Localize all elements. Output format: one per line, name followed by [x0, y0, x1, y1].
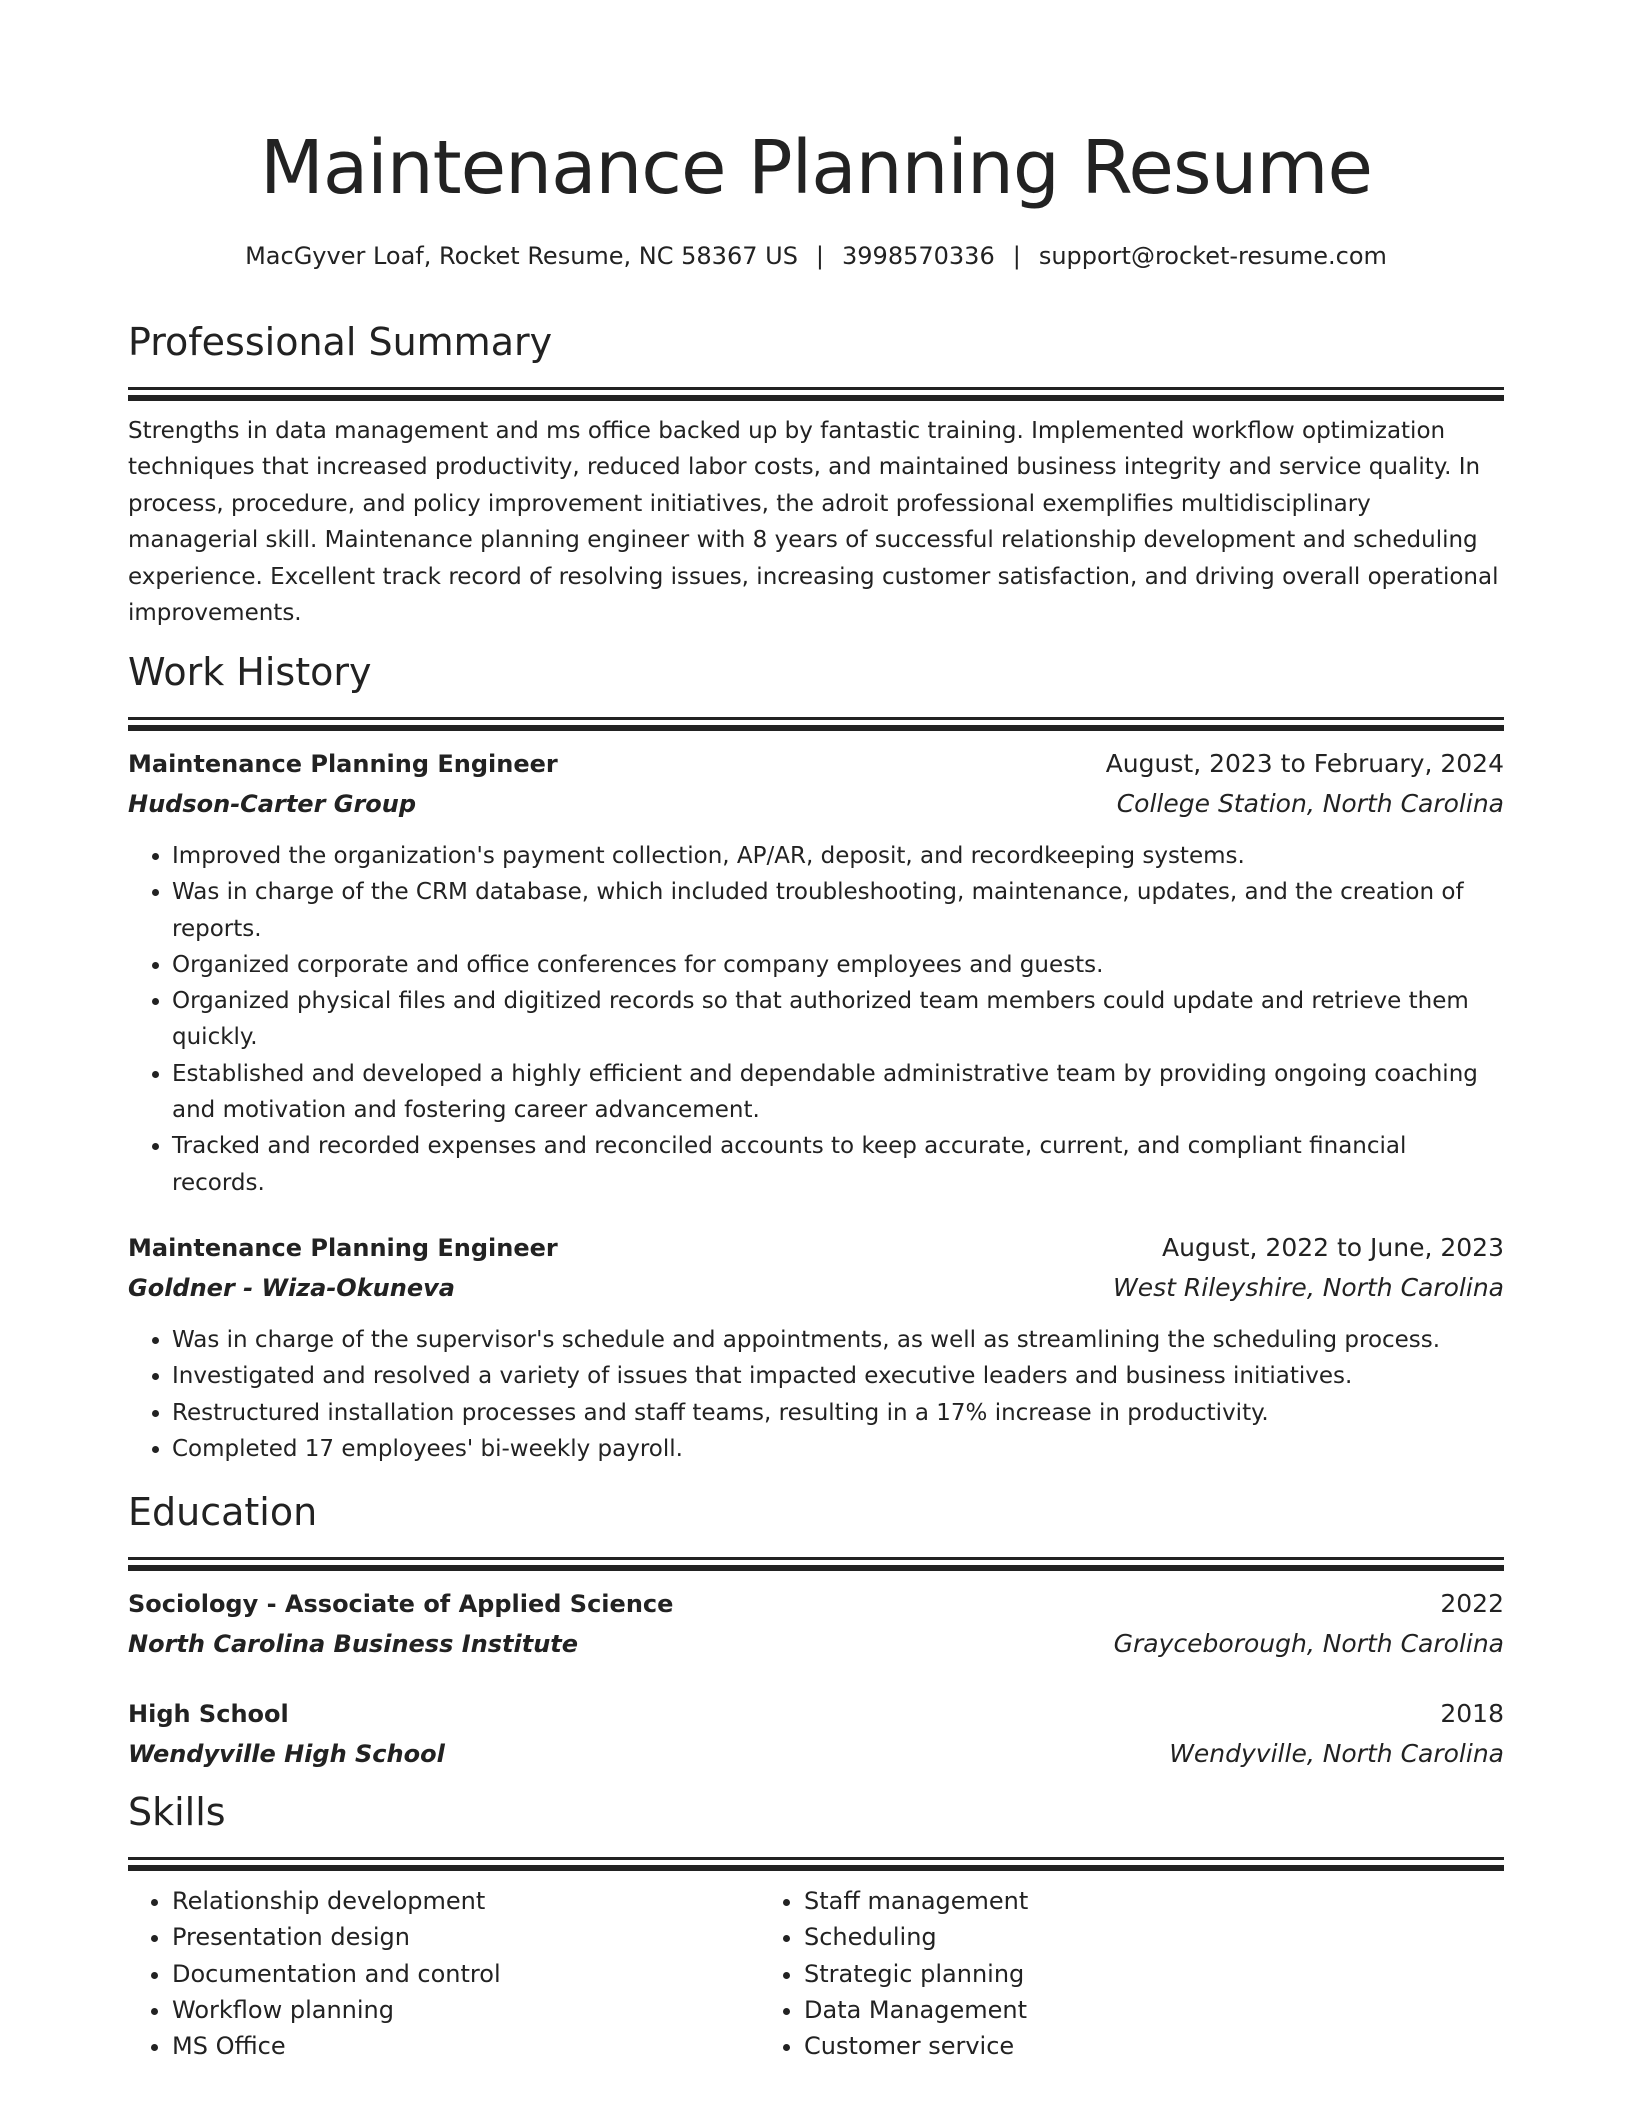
- skills-list-left: [128, 1883, 760, 2064]
- education-school: Wendyville High School: [128, 1740, 445, 1768]
- education-degree: Sociology - Associate of Applied Science: [128, 1590, 674, 1618]
- job-company-row: [128, 784, 1504, 824]
- work-history-section: [128, 646, 1504, 1467]
- skill-item: • Data Management: [804, 1992, 1392, 2028]
- job-bullet: • Organized physical files and digitized records so that authorized team members could update and retrieve them quickly.: [172, 983, 1504, 1056]
- section-heading-education: Education: [128, 1490, 318, 1534]
- section-heading-summary: Professional Summary: [128, 320, 553, 364]
- contact-line: [128, 238, 1504, 274]
- job-bullets: [128, 838, 1504, 1201]
- section-divider: [128, 1857, 1504, 1871]
- job-dates: August, 2022 to June, 2023: [1162, 1232, 1504, 1262]
- contact-email: support@rocket-resume.com: [1038, 242, 1387, 270]
- job-title: Maintenance Planning Engineer: [128, 1233, 558, 1262]
- job-bullet: • Was in charge of the supervisor's schedule and appointments, as well as streamlining the scheduling process.: [172, 1322, 1504, 1358]
- education-year: 2022: [1440, 1589, 1504, 1618]
- job-bullet: • Established and developed a highly efficient and dependable administrative team by providing ongoing coaching and motivation and fostering career advancement.: [172, 1056, 1504, 1129]
- education-header-row: [128, 1694, 1504, 1734]
- skill-item: • Customer service: [804, 2028, 1392, 2064]
- job-bullets: [128, 1322, 1504, 1467]
- skill-item: • Strategic planning: [804, 1956, 1392, 1992]
- section-heading-skills: Skills: [128, 1790, 226, 1834]
- skill-item: • Scheduling: [804, 1919, 1392, 1955]
- summary-text: Strengths in data management and ms office backed up by fantastic training. Implemented workflow optimization techniques that increased productivity, reduced labor costs, and maintained business integrity and service quality. In process, procedure, and policy improvement initiatives, the adroit professional exemplifies multidisciplinary managerial skill. Maintenance planning engineer with 8 years of successful relationship development and scheduling experience. Excellent track record of resolving issues, increasing customer satisfaction, and driving overall operational improvements.: [128, 418, 1499, 627]
- job-header-row: [128, 744, 1504, 784]
- job-header-row: [128, 1228, 1504, 1268]
- education-header-row: [128, 1584, 1504, 1624]
- section-divider: [128, 387, 1504, 401]
- job-company: Goldner - Wiza-Okuneva: [128, 1273, 455, 1302]
- section-divider: [128, 717, 1504, 731]
- job-location: West Rileyshire, North Carolina: [1113, 1272, 1504, 1302]
- contact-address: MacGyver Loaf, Rocket Resume, NC 58367 US: [245, 242, 798, 270]
- skills-section: [128, 1786, 1504, 2064]
- skills-columns: [128, 1883, 1504, 2064]
- job-bullet: • Improved the organization's payment collection, AP/AR, deposit, and recordkeeping systems.: [172, 838, 1504, 874]
- contact-separator: |: [1012, 242, 1021, 270]
- education-school: North Carolina Business Institute: [128, 1630, 579, 1658]
- summary-section: [128, 316, 1504, 631]
- education-school-row: [128, 1624, 1504, 1664]
- job-dates: August, 2023 to February, 2024: [1105, 749, 1504, 778]
- skill-item: • Presentation design: [172, 1919, 760, 1955]
- education-degree: High School: [128, 1700, 289, 1728]
- job-bullet: • Was in charge of the CRM database, which included troubleshooting, maintenance, updates, and the creation of reports.: [172, 874, 1504, 947]
- section-heading-work-history: Work History: [128, 650, 372, 694]
- education-location: Grayceborough, North Carolina: [1113, 1629, 1504, 1658]
- skill-item: • Documentation and control: [172, 1956, 760, 1992]
- skill-item: • Staff management: [804, 1883, 1392, 1919]
- job-bullet: • Tracked and recorded expenses and reconciled accounts to keep accurate, current, and compliant financial records.: [172, 1128, 1504, 1201]
- job-entry: [128, 744, 1504, 1201]
- job-company-row: [128, 1268, 1504, 1308]
- education-entry: [128, 1694, 1504, 1774]
- education-year: 2018: [1440, 1699, 1504, 1728]
- contact-separator: |: [815, 242, 825, 270]
- job-bullet: • Restructured installation processes and staff teams, resulting in a 17% increase in productivity.: [172, 1395, 1504, 1431]
- job-title: Maintenance Planning Engineer: [128, 750, 558, 778]
- education-section: [128, 1486, 1504, 1774]
- skills-list-right: [760, 1883, 1392, 2064]
- skill-item: • Relationship development: [172, 1883, 760, 1919]
- skill-item: • MS Office: [172, 2028, 760, 2064]
- job-location: College Station, North Carolina: [1116, 789, 1504, 818]
- education-school-row: [128, 1734, 1504, 1774]
- education-location: Wendyville, North Carolina: [1169, 1739, 1504, 1768]
- resume-page: [128, 0, 1504, 2112]
- skill-item: • Workflow planning: [172, 1992, 760, 2028]
- job-bullet: • Organized corporate and office conferences for company employees and guests.: [172, 947, 1504, 983]
- job-company: Hudson-Carter Group: [128, 790, 417, 818]
- contact-phone: 3998570336: [842, 242, 995, 270]
- job-bullet: • Completed 17 employees' bi-weekly payroll.: [172, 1431, 1504, 1467]
- education-entry: [128, 1584, 1504, 1664]
- section-divider: [128, 1557, 1504, 1571]
- job-bullet: • Investigated and resolved a variety of issues that impacted executive leaders and business initiatives.: [172, 1358, 1504, 1394]
- job-entry: [128, 1228, 1504, 1467]
- resume-title: Maintenance Planning Resume: [259, 125, 1373, 211]
